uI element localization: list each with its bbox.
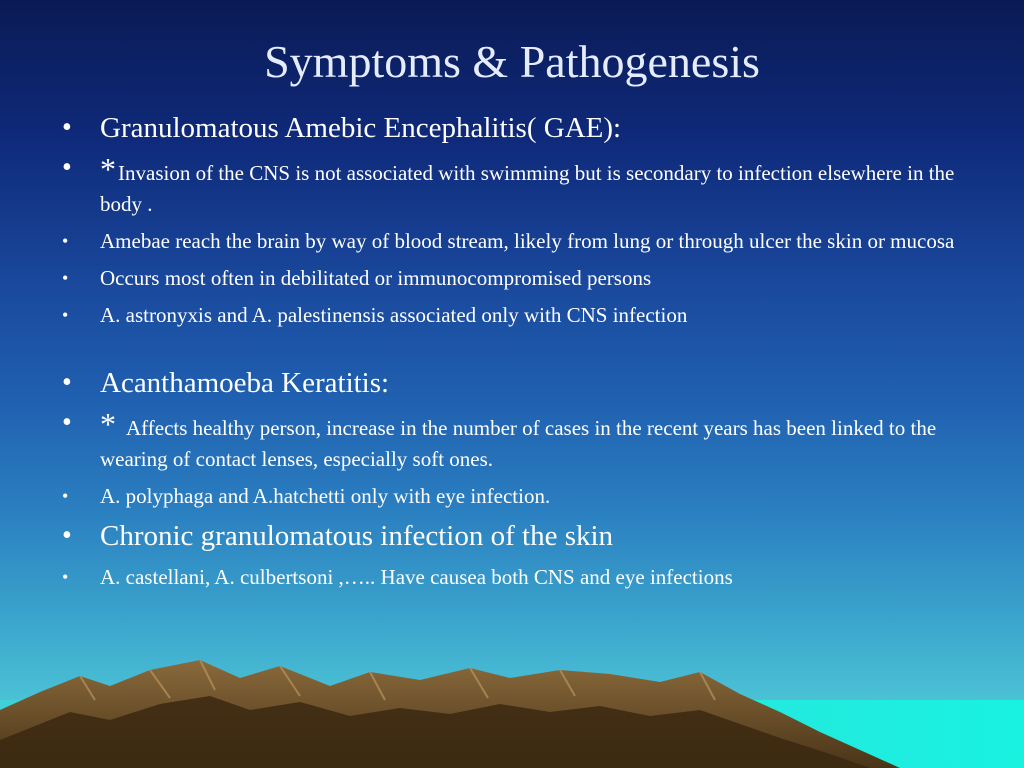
bullet-text: A. castellani, A. culbertsoni ,….. Have causea both CNS and eye infections xyxy=(100,565,733,589)
bullet-text: Invasion of the CNS is not associated with swimming but is secondary to infection elsewhere in the body . xyxy=(100,161,955,216)
bullet-dot-icon: • xyxy=(62,305,69,325)
asterisk-mark: * xyxy=(100,151,116,187)
bullet-heading-keratitis xyxy=(56,365,956,401)
slide-title: Symptoms & Pathogenesis xyxy=(264,36,760,87)
bullet-gae-species xyxy=(56,300,956,331)
bullet-skin-species xyxy=(56,562,956,593)
bullet-text: Occurs most often in debilitated or immunocompromised persons xyxy=(100,266,652,290)
bullet-gae-debilitated xyxy=(56,263,956,294)
bullet-keratitis-lenses xyxy=(56,406,956,475)
bullet-dot-icon: • xyxy=(62,112,72,143)
bullet-heading-gae xyxy=(56,110,956,146)
bullet-keratitis-species xyxy=(56,481,956,512)
bullet-list xyxy=(56,110,956,599)
bullet-text: A. polyphaga and A.hatchetti only with eye infection. xyxy=(100,484,551,508)
bullet-dot-icon: • xyxy=(62,520,72,551)
spacer xyxy=(56,337,956,365)
bullet-gae-invasion xyxy=(56,151,956,220)
asterisk-mark: * xyxy=(100,406,124,442)
bullet-text: Granulomatous Amebic Encephalitis( GAE): xyxy=(100,112,622,144)
bullet-dot-icon: • xyxy=(62,486,69,506)
bullet-dot-icon: • xyxy=(62,152,72,183)
bullet-dot-icon: • xyxy=(62,407,72,438)
bullet-text: Acanthamoeba Keratitis: xyxy=(100,367,390,399)
bullet-text: A. astronyxis and A. palestinensis associated only with CNS infection xyxy=(100,303,688,327)
bullet-dot-icon: • xyxy=(62,367,72,398)
bullet-gae-bloodstream xyxy=(56,226,956,257)
bullet-dot-icon: • xyxy=(62,567,69,587)
bullet-text: Chronic granulomatous infection of the skin xyxy=(100,520,614,552)
mountain-range-decoration xyxy=(0,600,1024,768)
bullet-heading-skin xyxy=(56,518,956,554)
bullet-text: Affects healthy person, increase in the number of cases in the recent years has been linked to the wearing of contact lenses, especially soft ones. xyxy=(100,416,937,471)
bullet-dot-icon: • xyxy=(62,268,69,288)
bullet-text: Amebae reach the brain by way of blood stream, likely from lung or through ulcer the skin or mucosa xyxy=(100,229,955,253)
bullet-dot-icon: • xyxy=(62,231,69,251)
